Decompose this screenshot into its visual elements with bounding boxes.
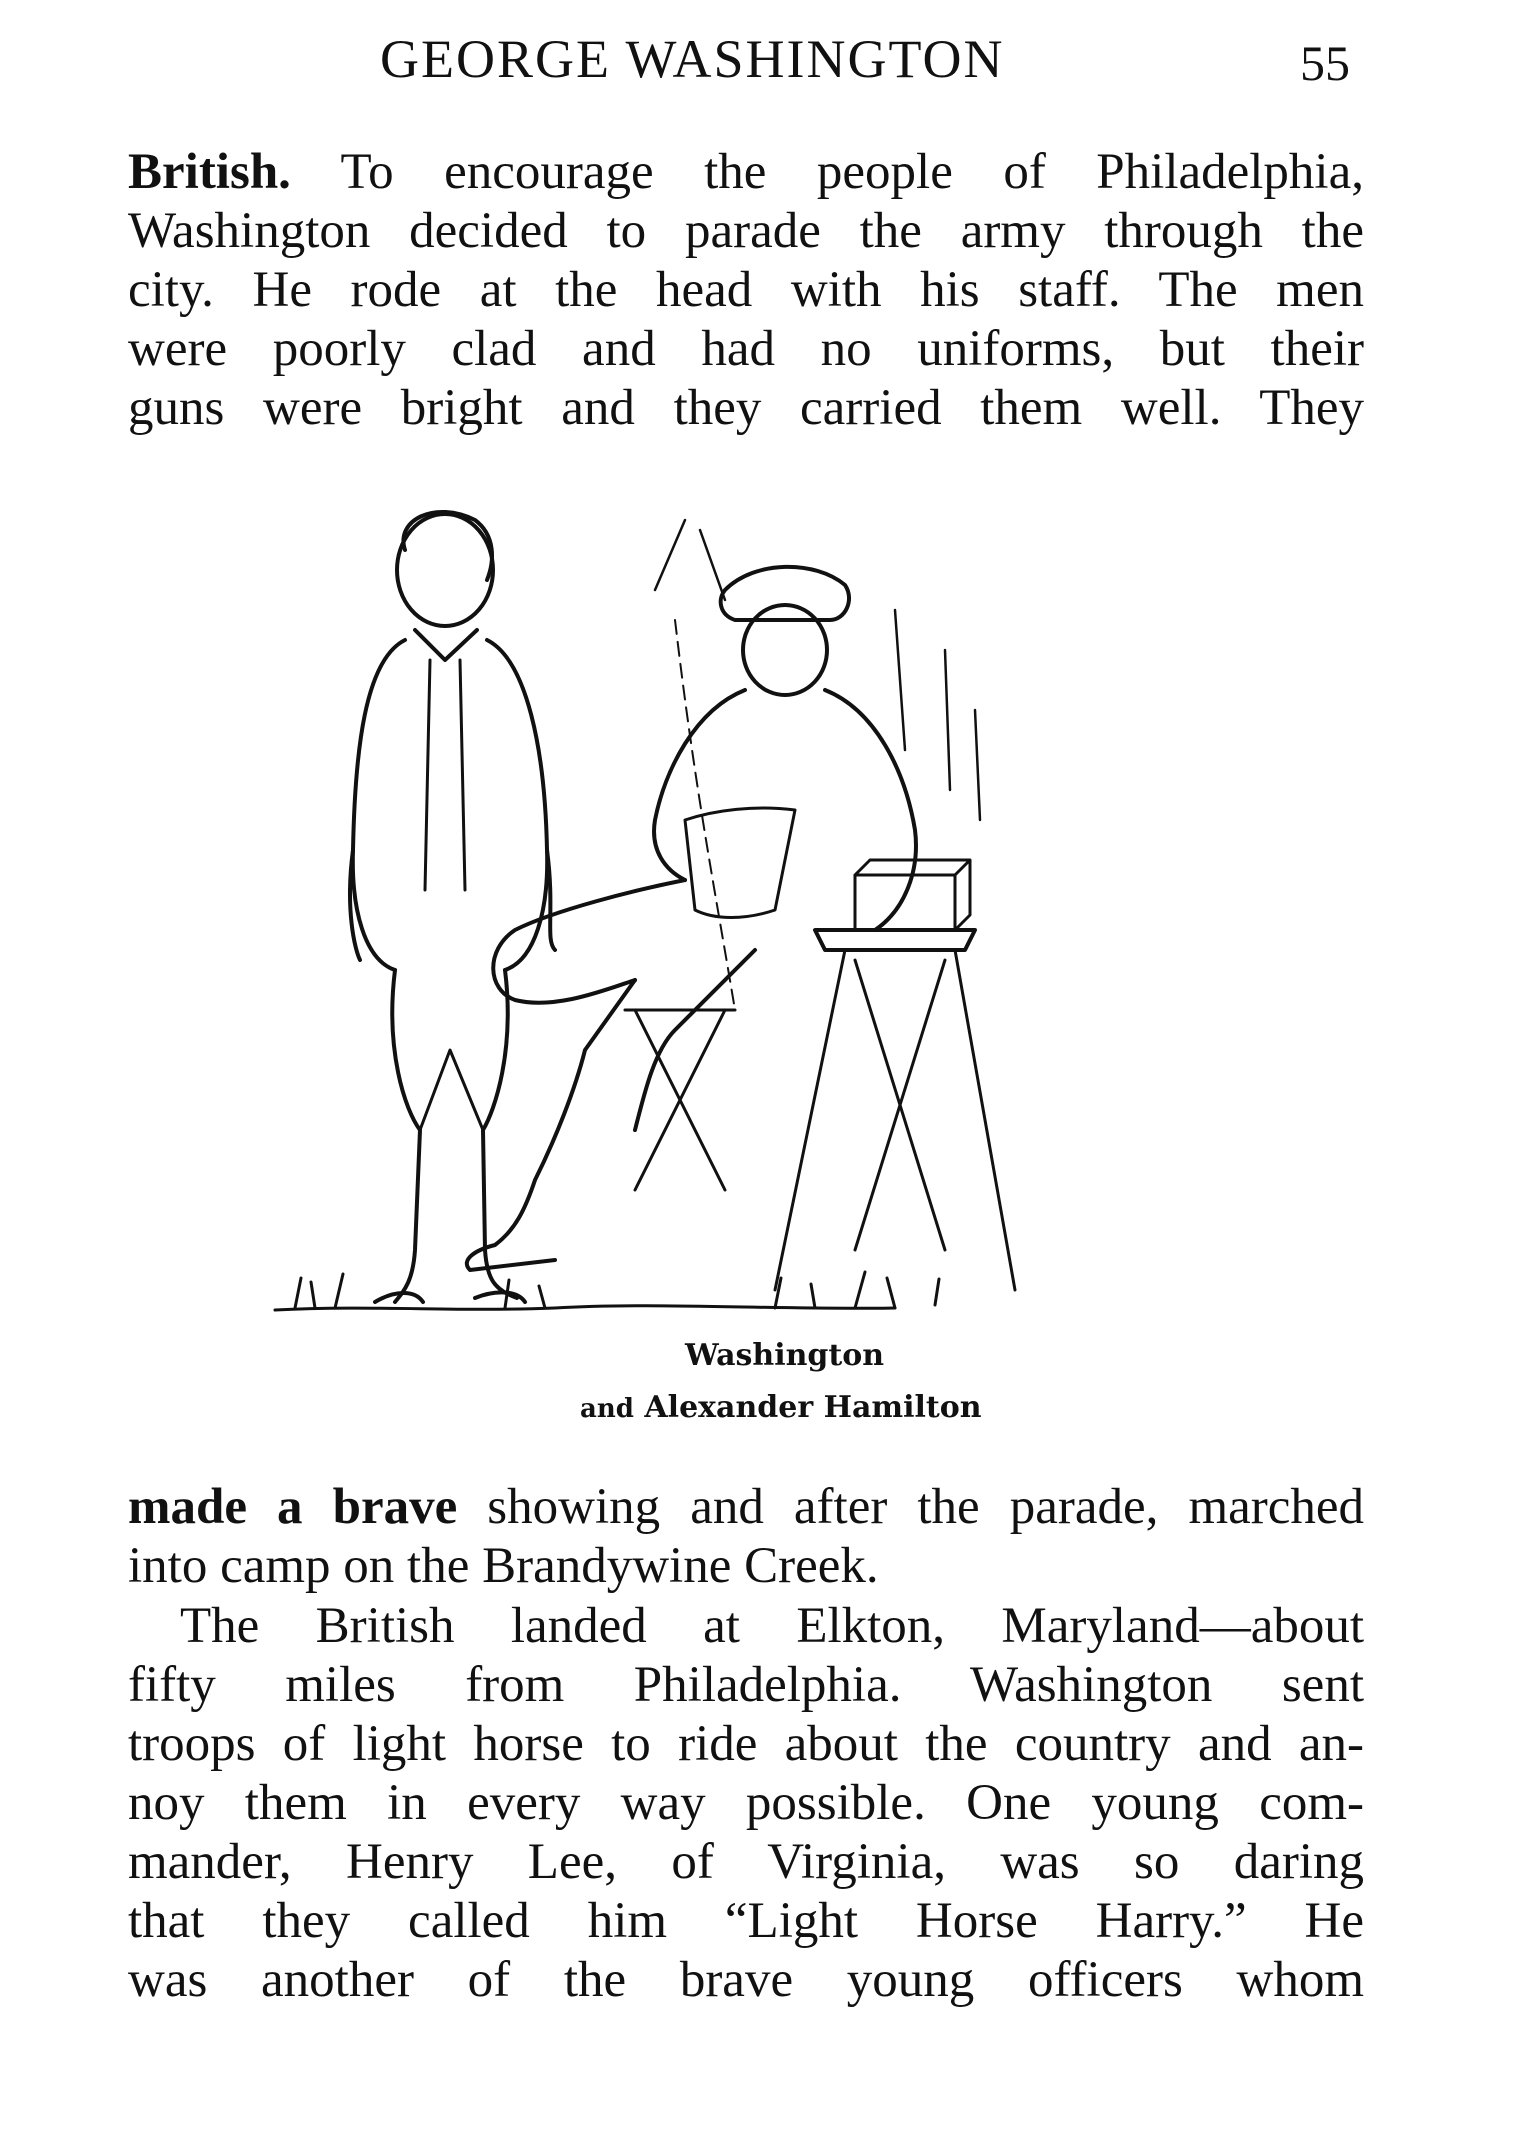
paragraph-3 xyxy=(128,1597,1364,2010)
text-line: were poorly clad and had no uniforms, but their xyxy=(128,321,1364,377)
text-line: British. To encourage the people of Philadelphia, xyxy=(128,144,1364,200)
caption-line-2 xyxy=(580,1390,982,1425)
bold-lead: made a brave xyxy=(128,1479,458,1535)
text-line: Washington decided to parade the army through the xyxy=(128,203,1364,259)
paragraph-1 xyxy=(128,143,1364,438)
text-line: troops of light horse to ride about the country and an- xyxy=(128,1716,1364,1772)
text-line: noy them in every way possible. One young com- xyxy=(128,1775,1364,1831)
page-header xyxy=(0,28,1540,98)
paragraph-2 xyxy=(128,1478,1364,1596)
running-title: GEORGE WASHINGTON xyxy=(380,29,1005,89)
text-line: The British landed at Elkton, Maryland—about xyxy=(180,1598,1364,1654)
text-line: mander, Henry Lee, of Virginia, was so daring xyxy=(128,1834,1364,1890)
text-line: that they called him “Light Horse Harry.” He xyxy=(128,1893,1364,1949)
text-line: city. He rode at the head with his staff. The men xyxy=(128,262,1364,318)
text-line: into camp on the Brandywine Creek. xyxy=(128,1538,879,1594)
page-number: 55 xyxy=(1300,35,1350,91)
text-line: made a brave showing and after the parade, marched xyxy=(128,1479,1365,1535)
text-line: fifty miles from Philadelphia. Washington sent xyxy=(128,1657,1364,1713)
illustration xyxy=(255,490,1265,1460)
caption-name: Alexander Hamilton xyxy=(644,1390,982,1425)
text-line: guns were bright and they carried them well. They xyxy=(128,380,1364,436)
illustration-drawing xyxy=(255,490,1265,1370)
bold-lead: British. xyxy=(128,144,291,200)
caption-line-1: Washington xyxy=(685,1338,885,1373)
caption-and: and xyxy=(580,1394,634,1424)
text-line: was another of the brave young officers whom xyxy=(128,1952,1364,2008)
